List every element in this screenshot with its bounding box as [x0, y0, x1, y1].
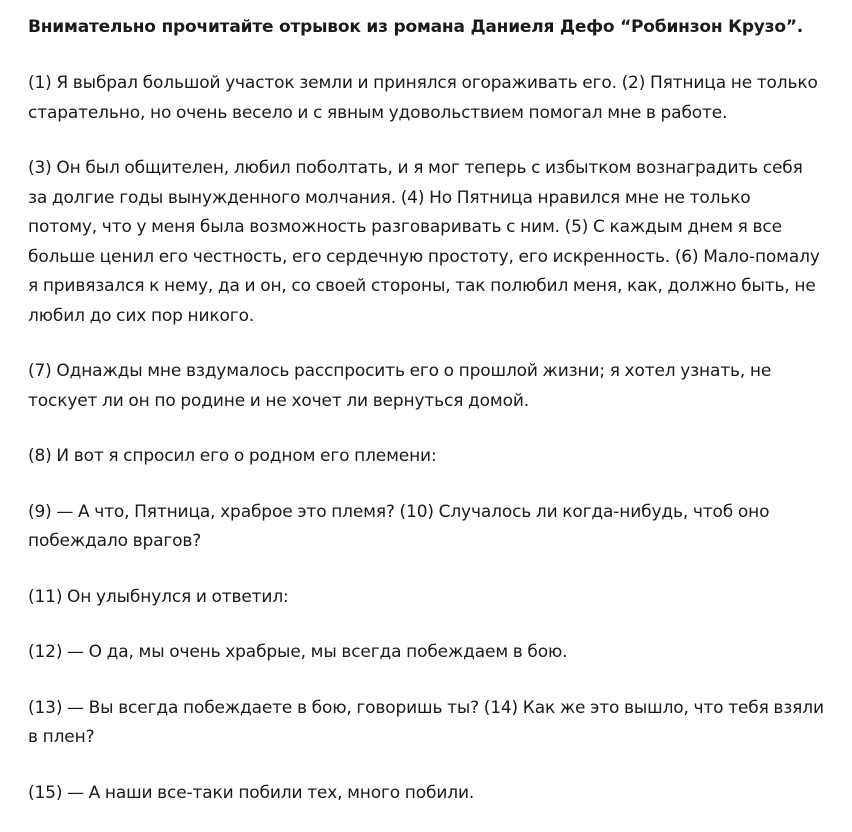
paragraph-3: (7) Однажды мне вздумалось расспросить его о прошлой жизни; я хотел узнать, не тоскует ли он по родине и не хочет ли вернуться домой.	[28, 361, 772, 411]
paragraph-7: (12) — О да, мы очень храбрые, мы всегда побеждаем в бою.	[28, 642, 568, 662]
instruction-heading: Внимательно прочитайте отрывок из романа Даниеля Дефо “Робинзон Крузо”.	[28, 17, 804, 37]
paragraph-1: (1) Я выбрал большой участок земли и принялся огораживать его. (2) Пятница не только старательно, но очень весело и с явным удовольствием помогал мне в работе.	[28, 73, 818, 123]
paragraph-9: (15) — А наши все-таки побили тех, много побили.	[28, 782, 475, 803]
paragraph-2: (3) Он был общителен, любил поболтать, и я мог теперь с избытком вознаградить себя за долгие годы вынужденного молчания. (4) Но Пятница нравился мне не только потому, что у меня была возможность разговаривать с ним. (5) С каждым днем я все больше ценил его честность, его сердечную простоту, его искренность. (6) Мало-помалу я привязался к нему, да и он, со своей стороны, так полюбил меня, как, должно быть, не любил до сих пор никого.	[28, 158, 820, 326]
paragraph-4: (8) И вот я спросил его о родном его племени:	[28, 446, 437, 466]
paragraph-6: (11) Он улыбнулся и ответил:	[28, 586, 289, 607]
paragraph-5: (9) — А что, Пятница, храброе это племя? (10) Случалось ли когда-нибудь, чтоб оно побеждало врагов?	[28, 501, 770, 551]
paragraph-8: (13) — Вы всегда побеждаете в бою, говоришь ты? (14) Как же это вышло, что тебя взяли в плен?	[28, 697, 824, 747]
